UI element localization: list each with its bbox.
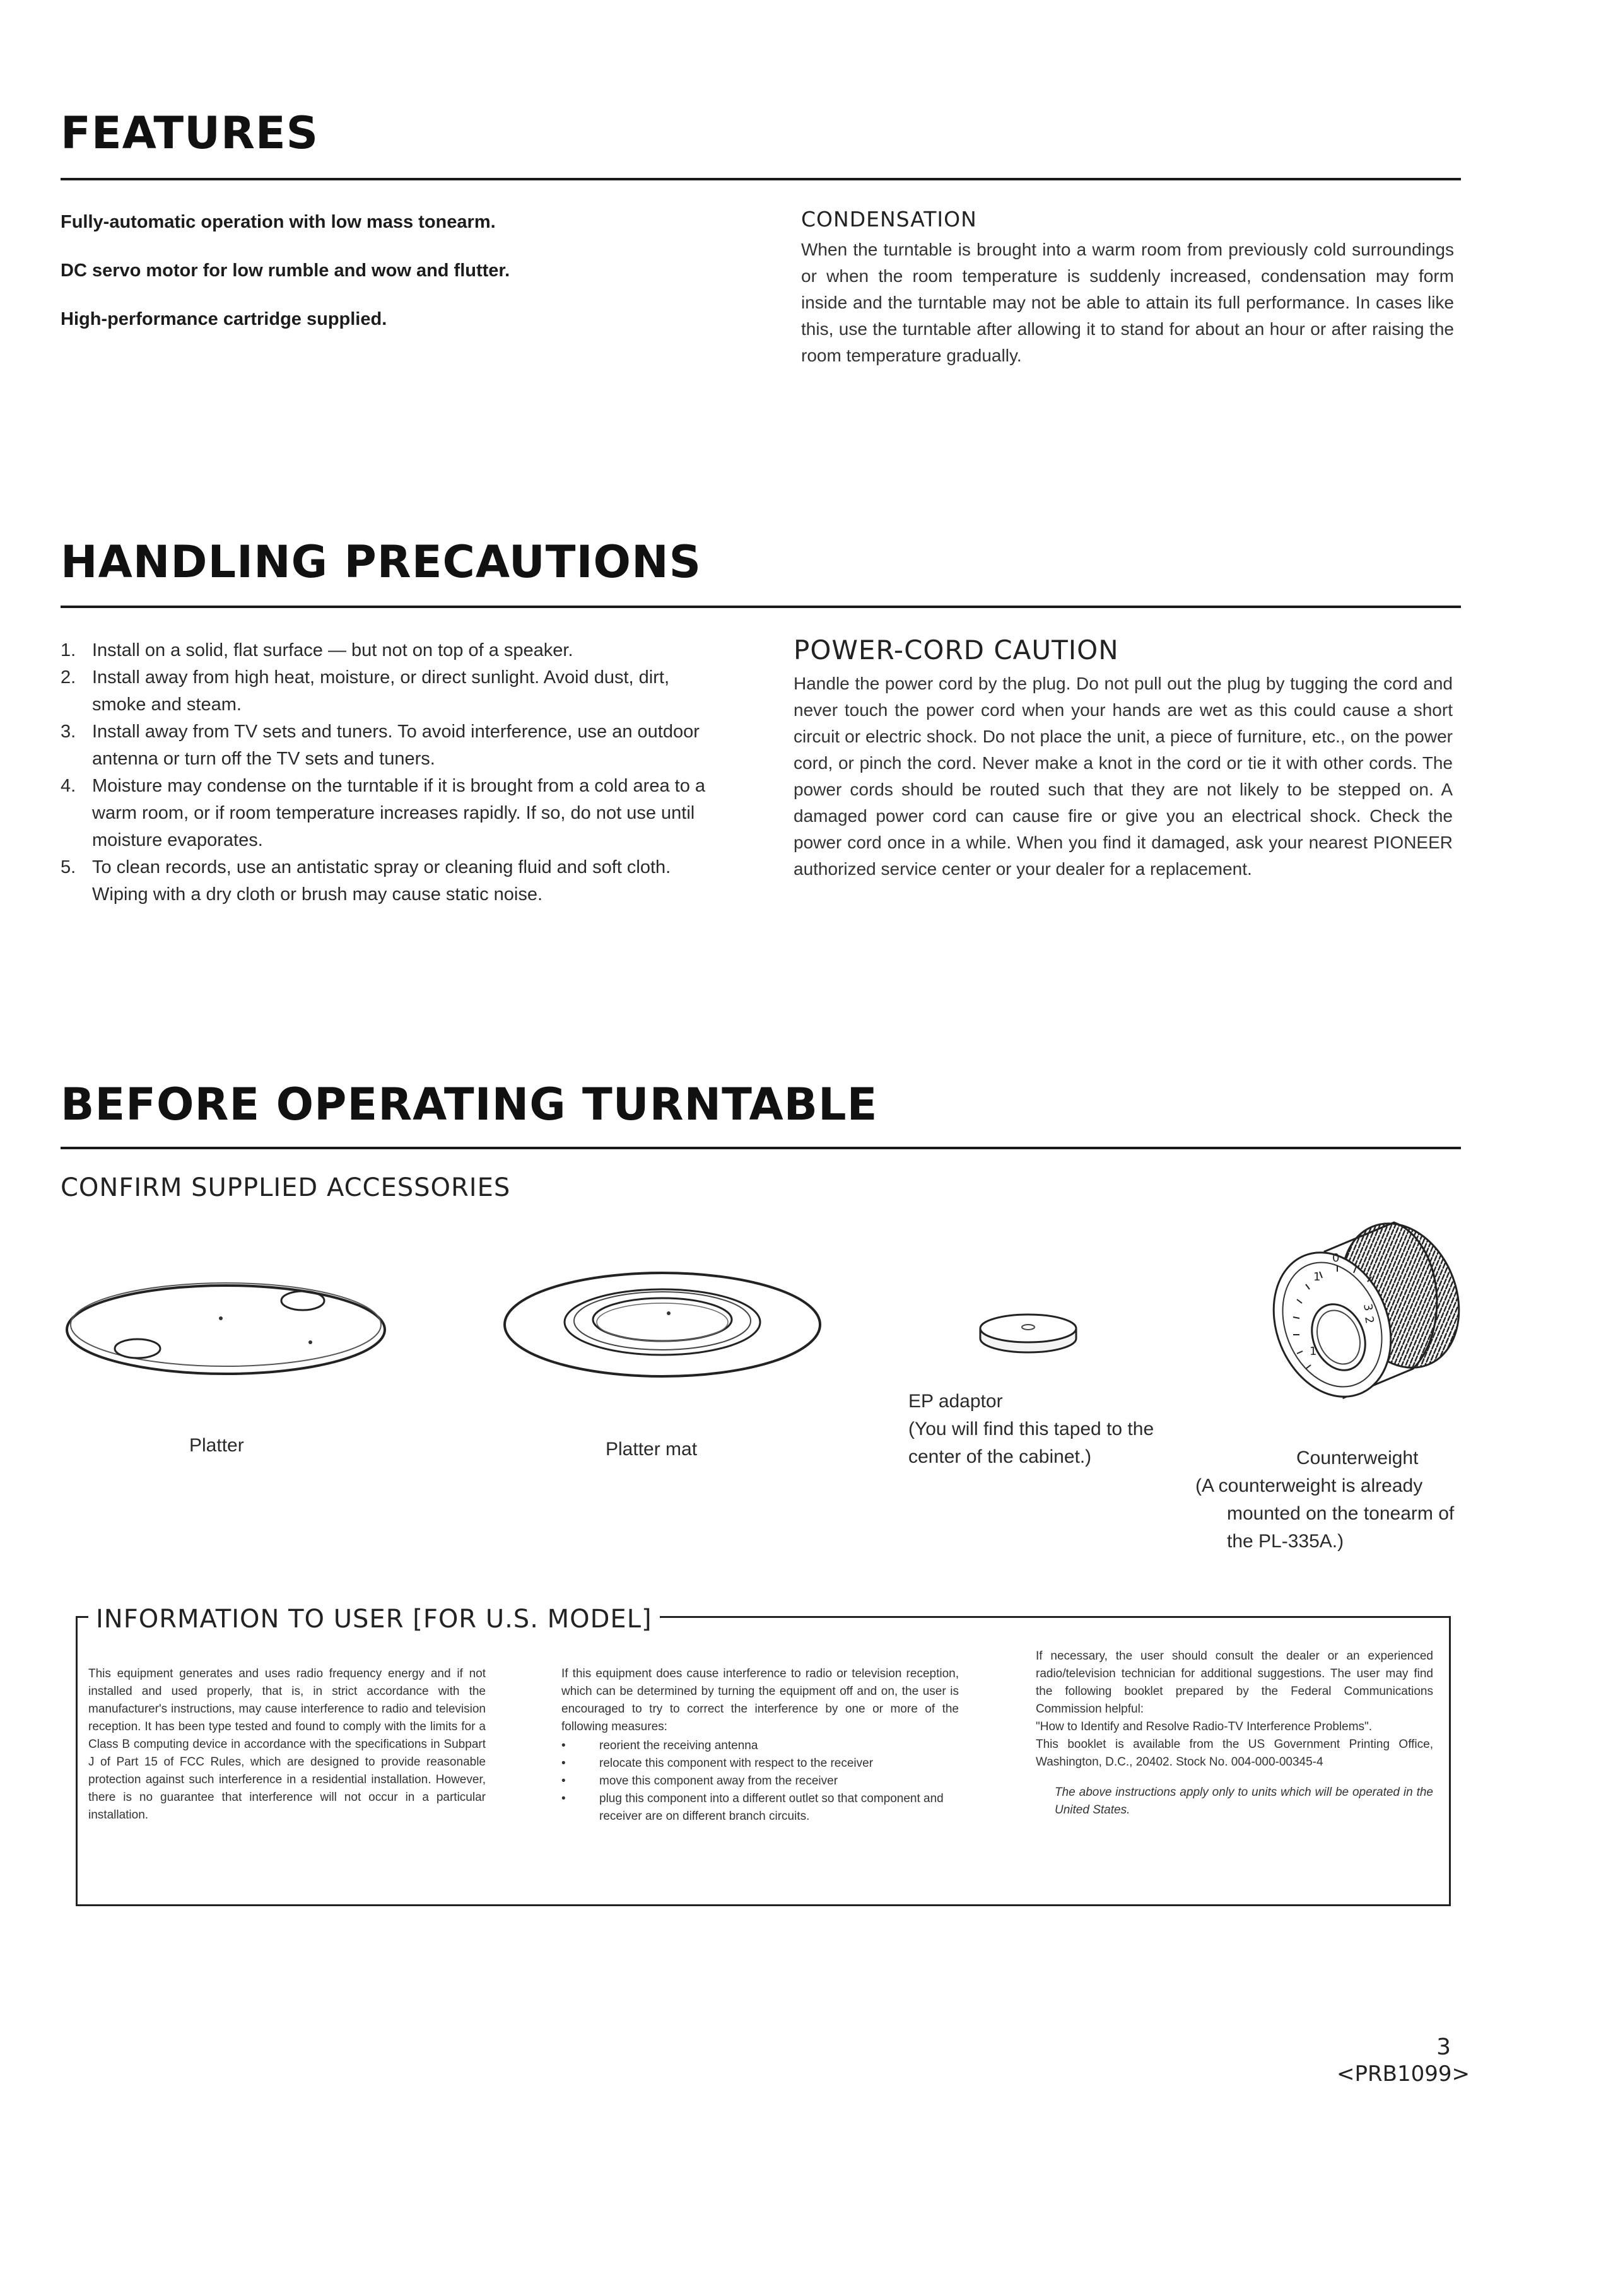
info-fcc-text: This equipment generates and uses radio frequency energy and if not installed and used properly, that is, in strict accordance with the manufacturer's instructions, may cause interference to radio and television reception. It has been type tested and found to comply with the limits for a Class B computing device in accordance with the specifications in Subpart J of Part 15 of FCC Rules, which are designed to provide reasonable protection against such interference in a residential installation. However, there is no guarantee that interference will not occur in a particular installation. [88, 1667, 486, 1822]
counterweight-note-line: the PL-335A.) [1227, 1531, 1344, 1552]
section-rule [61, 178, 1461, 180]
measure-item: • reorient the receiving antenna [561, 1739, 758, 1752]
dial-mark: 2 [1362, 1315, 1376, 1325]
power-cord-text: Handle the power cord by the plug. Do not pull out the plug by tugging the cord and never touch the power cord when your hands are wet as this could cause a short circuit or electric shock. Do not place the unit, a piece of furniture, etc., on the power cord, or pinch the cord. Never make a knot in the cord or tie it with other cords. The power cords should be routed such that they are not likely to be stepped on. A damaged power cord can cause fire or give you an electrical shock. Check the power cord once in a while. When you find it damaged, ask your nearest PIONEER authorized service center or your dealer for a replacement. [794, 674, 1453, 879]
feature-item: DC servo motor for low rumble and wow and flutter. [61, 261, 510, 281]
info-consult-text: If necessary, the user should consult the dealer or an experienced radio/television technician for additional suggestions. The user may find the following booklet prepared by the Federal Communications Commission helpful: [1036, 1649, 1433, 1716]
feature-item: Fully-automatic operation with low mass tonearm. [61, 212, 496, 232]
section-rule [61, 606, 1461, 608]
page-number: 3 [1436, 2034, 1451, 2060]
power-cord-block [794, 635, 1453, 882]
ep-adaptor-label: EP adaptor [908, 1391, 1003, 1412]
power-cord-heading: POWER-CORD CAUTION [794, 635, 1119, 665]
ep-adaptor-illustration [971, 1306, 1085, 1362]
precaution-item: 2. Install away from high heat, moisture, or direct sunlight. Avoid dust, dirt, smoke and steam. [61, 667, 670, 715]
condensation-heading: CONDENSATION [801, 207, 977, 231]
precautions-list [61, 637, 717, 908]
info-col-2 [561, 1665, 959, 1825]
counterweight-note [1195, 1472, 1473, 1555]
info-interference-text: If this equipment does cause interference to radio or television reception, which can be determined by turning the equipment off and on, the user is encouraged to try to correct the interference by one or more of the following measures: [561, 1667, 959, 1733]
document-code: <PRB1099> [1337, 2061, 1470, 2087]
counterweight-note-line: (A counterweight is already [1195, 1475, 1423, 1496]
info-us-note: The above instructions apply only to units which will be operated in the United States. [1055, 1786, 1433, 1817]
info-col-3 [1036, 1648, 1433, 1819]
precaution-item: 5. To clean records, use an antistatic spray or cleaning fluid and soft cloth. Wiping with a dry cloth or brush may cause static noise. [61, 857, 671, 905]
handling-heading: HANDLING PRECAUTIONS [61, 536, 702, 588]
info-box-title: INFORMATION TO USER [FOR U.S. MODEL] [88, 1605, 660, 1634]
condensation-text: When the turntable is brought into a warm room from previously cold surroundings or when the room temperature is suddenly increased, condensation may form inside and the turntable may not be able to attain its full performance. In cases like this, use the turntable after allowing it to stand for about an hour or after raising the room temperature gradually. [801, 240, 1454, 365]
dial-mark: 1 [1313, 1270, 1321, 1284]
before-heading: BEFORE OPERATING TURNTABLE [61, 1079, 878, 1130]
precaution-item: 3. Install away from TV sets and tuners. To avoid interference, use an outdoor antenna or turn off the TV sets and tuners. [61, 722, 700, 769]
dial-mark: 0 [1332, 1251, 1340, 1265]
features-list [61, 212, 742, 358]
ep-adaptor-note: center of the cabinet.) [908, 1446, 1092, 1467]
measure-item: • relocate this component with respect to the receiver [561, 1757, 874, 1770]
info-col-1 [88, 1665, 486, 1824]
dial-mark: 3 [1361, 1303, 1375, 1313]
info-booklet-availability: This booklet is available from the US Government Printing Office, Washington, D.C., 20402. Stock No. 004-000-00345-4 [1036, 1738, 1433, 1769]
ep-adaptor-note: (You will find this taped to the [908, 1419, 1154, 1439]
measure-item: • move this component away from the receiver [561, 1774, 838, 1788]
precaution-item: 1. Install on a solid, flat surface — but not on top of a speaker. [61, 640, 573, 660]
counterweight-note-line: mounted on the tonearm of [1227, 1503, 1455, 1524]
platter-mat-illustration [498, 1262, 826, 1388]
counterweight-illustration [1268, 1211, 1463, 1413]
feature-item: High-performance cartridge supplied. [61, 309, 387, 329]
dial-mark: 1 [1310, 1345, 1317, 1358]
accessories-heading: CONFIRM SUPPLIED ACCESSORIES [61, 1173, 511, 1202]
platter-illustration [63, 1268, 391, 1381]
info-booklet-title: "How to Identify and Resolve Radio-TV Interference Problems". [1036, 1720, 1373, 1733]
precaution-item: 4. Moisture may condense on the turntable if it is brought from a cold area to a warm room, or if room temperature increases rapidly. If so, do not use until moisture evaporates. [61, 776, 706, 850]
counterweight-caption: Counterweight [1296, 1448, 1419, 1468]
platter-mat-caption: Platter mat [606, 1439, 698, 1460]
condensation-block [801, 207, 1454, 369]
ep-adaptor-caption [908, 1388, 1236, 1471]
platter-caption: Platter [189, 1435, 244, 1456]
measure-item: • plug this component into a different outlet so that component and receiver are on different branch circuits. [561, 1792, 944, 1823]
features-heading: FEATURES [61, 107, 319, 159]
section-rule [61, 1147, 1461, 1149]
